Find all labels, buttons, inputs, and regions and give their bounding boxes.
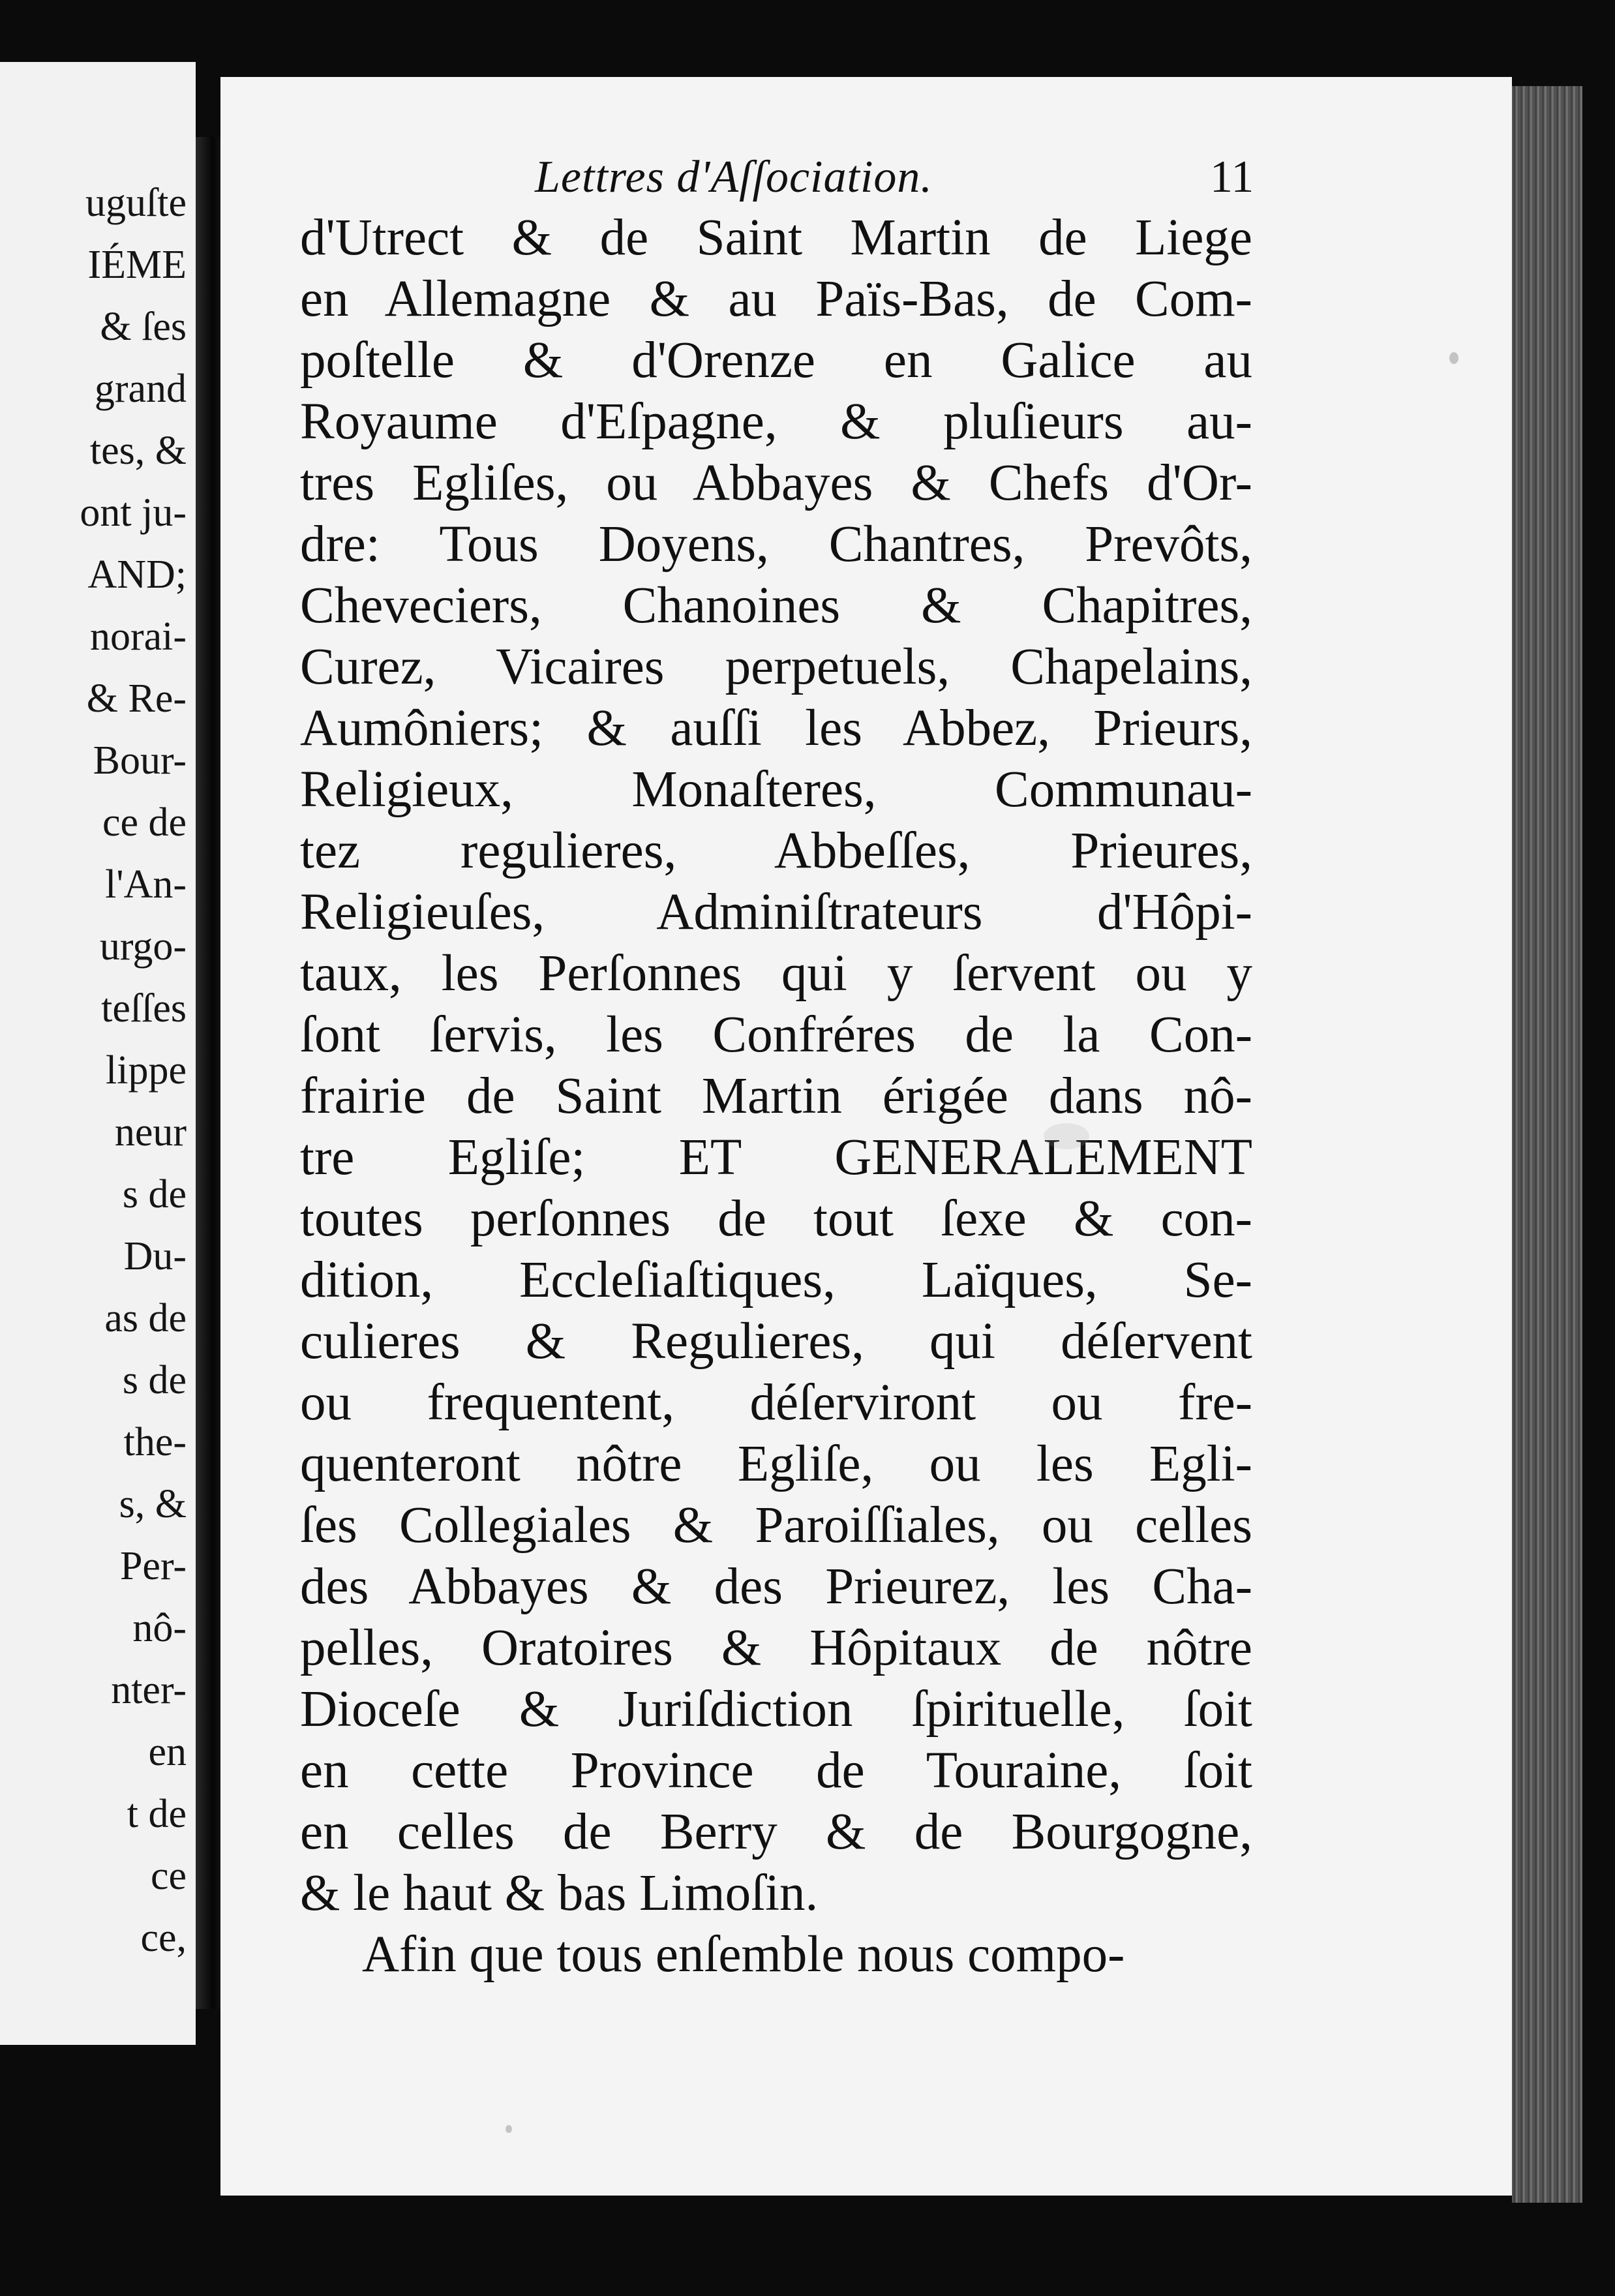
facing-page-line: ce de (102, 800, 187, 845)
text-line: frairie de Saint Martin érigée dans nô- (300, 1068, 1252, 1125)
facing-page-line: t de (127, 1792, 187, 1836)
text-line: ou frequentent, déſerviront ou fre- (300, 1374, 1252, 1431)
ink-speck (1449, 352, 1458, 364)
running-head: Lettres d'Aſſociation. (535, 152, 933, 202)
text-line: en celles de Berry & de Bourgogne, (300, 1804, 1252, 1860)
facing-page-line: & ſes (100, 305, 187, 349)
text-line: quenteront nôtre Egliſe, ou les Egli- (300, 1436, 1252, 1492)
text-line: en Allemagne & au Païs-Bas, de Com- (300, 271, 1252, 327)
facing-page-line: neur (114, 1110, 187, 1155)
text-line: Aumôniers; & auſſi les Abbez, Prieurs, (300, 700, 1252, 757)
text-line: dition, Eccleſiaſtiques, Laïques, Se- (300, 1252, 1252, 1308)
facing-page-line: l'An- (105, 862, 187, 907)
text-line: ſont ſervis, les Confréres de la Con- (300, 1006, 1252, 1063)
text-line: dre: Tous Doyens, Chantres, Prevôts, (300, 516, 1252, 573)
facing-page-line: ce (150, 1854, 187, 1898)
text-line: d'Utrect & de Saint Martin de Liege (300, 209, 1252, 266)
text-line: toutes perſonnes de tout ſexe & con- (300, 1190, 1252, 1247)
facing-page-line: nter- (111, 1668, 187, 1712)
closing-line: Afin que tous enſemble nous compo- (362, 1926, 1125, 1983)
facing-page-line: tes, & (89, 429, 187, 473)
page-number: 11 (1210, 152, 1254, 202)
text-line: culieres & Regulieres, qui déſervent (300, 1313, 1252, 1370)
body-text (300, 207, 1252, 1986)
text-line: des Abbayes & des Prieurez, les Cha- (300, 1558, 1252, 1615)
ink-speck (506, 2125, 512, 2133)
page-edge (1512, 86, 1582, 2203)
facing-page-line: nô- (132, 1606, 187, 1650)
facing-page-line: urgo- (99, 924, 187, 969)
text-line: & le haut & bas Limoſin. (300, 1865, 819, 1922)
facing-page-line: s de (122, 1172, 187, 1216)
facing-page-line: norai- (89, 614, 187, 659)
text-line: Cheveciers, Chanoines & Chapitres, (300, 577, 1252, 634)
facing-page-line: AND; (87, 552, 187, 597)
facing-page-line: ce, (140, 1916, 187, 1960)
text-line: ſes Collegiales & Paroiſſiales, ou celles (300, 1497, 1252, 1554)
facing-page-line: the- (123, 1420, 187, 1464)
text-line: Religieux, Monaſteres, Communau- (300, 761, 1252, 818)
text-line: tres Egliſes, ou Abbayes & Chefs d'Or- (300, 455, 1252, 511)
facing-page-line: as de (104, 1296, 187, 1340)
facing-page-line: en (148, 1730, 187, 1774)
text-line: Curez, Vicaires perpetuels, Chapelains, (300, 639, 1252, 695)
facing-page-line: & Re- (86, 676, 187, 721)
ink-speck (1044, 1123, 1089, 1149)
facing-page-line: Per- (119, 1544, 187, 1588)
facing-page-line: Du- (123, 1234, 187, 1278)
facing-page-line: lippe (106, 1048, 187, 1093)
text-line: pelles, Oratoires & Hôpitaux de nôtre (300, 1620, 1252, 1676)
text-line: tre Egliſe; ET GENERALEMENT (300, 1129, 1252, 1186)
text-line: Royaume d'Eſpagne, & pluſieurs au- (300, 393, 1252, 450)
facing-page-line: grand (94, 367, 187, 411)
facing-page-line: s, & (119, 1482, 187, 1526)
facing-page (0, 62, 196, 2045)
facing-page-line: uguſte (85, 181, 187, 225)
text-line: tez regulieres, Abbeſſes, Prieures, (300, 823, 1252, 879)
text-line: Religieuſes, Adminiſtrateurs d'Hôpi- (300, 884, 1252, 941)
text-line: en cette Province de Touraine, ſoit (300, 1742, 1252, 1799)
facing-page-line: teſſes (101, 986, 187, 1031)
facing-page-line: s de (122, 1358, 187, 1402)
facing-page-line: IÉME (87, 243, 187, 287)
text-line: poſtelle & d'Orenze en Galice au (300, 332, 1252, 389)
facing-page-line: ont ju- (80, 491, 187, 535)
text-line: taux, les Perſonnes qui y ſervent ou y (300, 945, 1252, 1002)
text-line: Dioceſe & Juriſdiction ſpirituelle, ſoit (300, 1681, 1252, 1738)
facing-page-line: Bour- (93, 738, 187, 783)
